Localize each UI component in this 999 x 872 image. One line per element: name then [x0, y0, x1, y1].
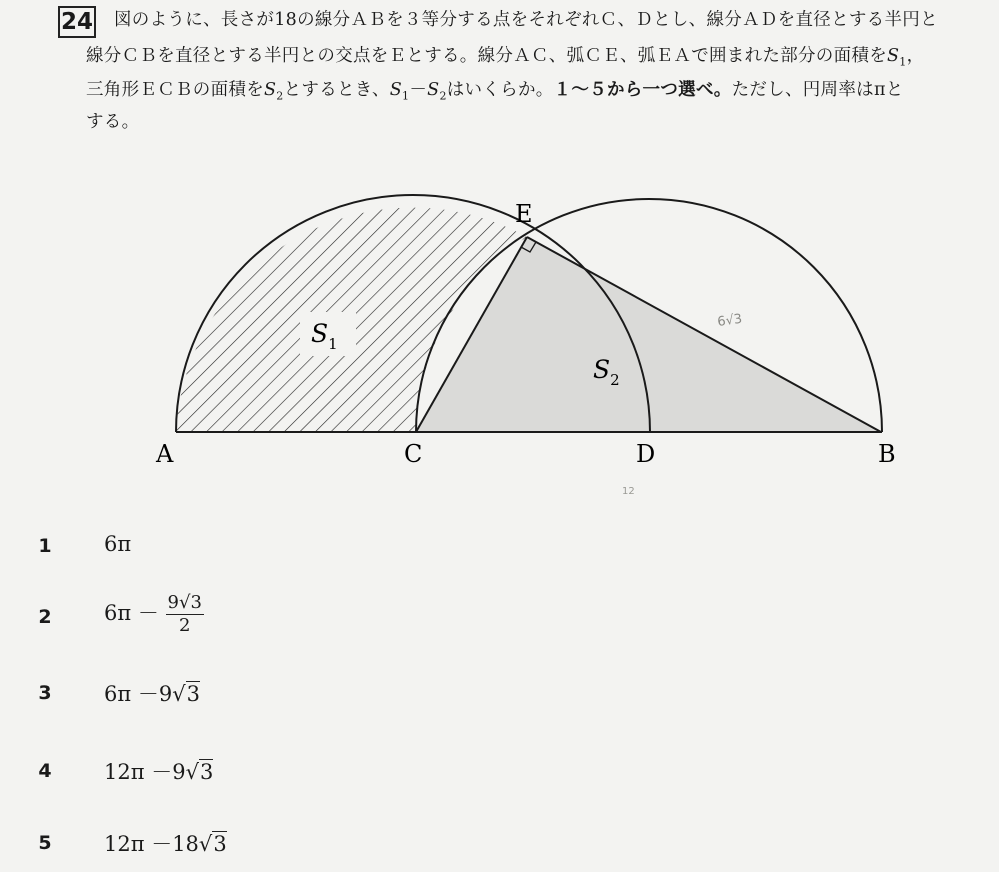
diff-s2-sub: 2: [439, 89, 447, 103]
option-3-lead: 6π －9: [104, 682, 173, 706]
label-d: D: [636, 440, 656, 468]
option-3-value: [104, 678, 200, 708]
option-2-fraction-denominator: 2: [178, 615, 191, 636]
question-text-line-3e: ただし、円周率はπと: [731, 80, 904, 100]
option-2-fraction: [166, 592, 204, 637]
option-5-lead: 12π －18: [104, 832, 199, 856]
comma: ，: [906, 46, 925, 66]
label-s1-letter: S: [311, 319, 329, 348]
option-3-radicand: 3: [186, 682, 200, 706]
option-5-value: [104, 828, 227, 858]
s2-subscript: 2: [276, 89, 284, 103]
question-number: 24: [58, 6, 96, 38]
label-s2-sub: 2: [610, 371, 620, 389]
option-1-number: 1: [38, 535, 52, 557]
option-4-number: 4: [38, 760, 52, 782]
label-c: C: [404, 440, 423, 468]
label-a: A: [156, 440, 174, 468]
option-5-number: 5: [38, 832, 52, 854]
radical-sign-icon: √: [172, 682, 186, 706]
label-e: E: [515, 200, 533, 228]
diff-s1: S: [389, 80, 403, 100]
option-5-radicand: 3: [213, 832, 227, 856]
question-text-line-3c: はいくらか。: [446, 80, 554, 100]
option-4-value: [104, 756, 213, 786]
handwritten-note-2: 12: [622, 486, 635, 497]
option-4-lead: 12π －9: [104, 760, 186, 784]
question-text-line-3b: とするとき、: [283, 80, 390, 100]
radical-sign-icon: √: [185, 760, 199, 784]
option-3-number: 3: [38, 682, 52, 704]
label-s1-sub: 1: [328, 335, 338, 353]
s1-symbol: S: [887, 46, 900, 66]
s1-subscript: 1: [899, 55, 907, 69]
question-text-line-2a: 線分ＣＢを直径とする半円との交点をＥとする。線分ＡＣ、弧ＣＥ、弧ＥＡで囲まれた部分の面積を: [86, 46, 887, 66]
diff-s2: S: [427, 80, 440, 100]
diff-s1-sub: 1: [402, 89, 410, 103]
handwritten-note: 6√3: [716, 311, 744, 330]
label-s2-letter: S: [593, 355, 611, 384]
question-text-line-3a: 三角形ＥＣＢの面積を: [86, 80, 264, 100]
question-text-line-4: する。: [86, 112, 140, 132]
label-b: B: [878, 440, 896, 468]
option-2-fraction-numerator: 9√3: [167, 592, 202, 613]
option-2-lead: 6π －: [104, 601, 159, 625]
question-text-line-3d: １～５から一つ選べ。: [553, 80, 732, 100]
radical-sign-icon: √: [198, 832, 213, 856]
diff-minus: －: [409, 80, 428, 100]
option-1-value: 6π: [104, 532, 132, 556]
option-2-value: [104, 592, 204, 637]
option-2-number: 2: [38, 606, 52, 628]
s2-symbol: S: [264, 80, 277, 100]
question-text-line-1: 図のように、長さが18の線分ＡＢを３等分する点をそれぞれＣ、Ｄとし、線分ＡＤを直径とする半円と: [114, 10, 938, 30]
option-4-radicand: 3: [199, 760, 214, 784]
